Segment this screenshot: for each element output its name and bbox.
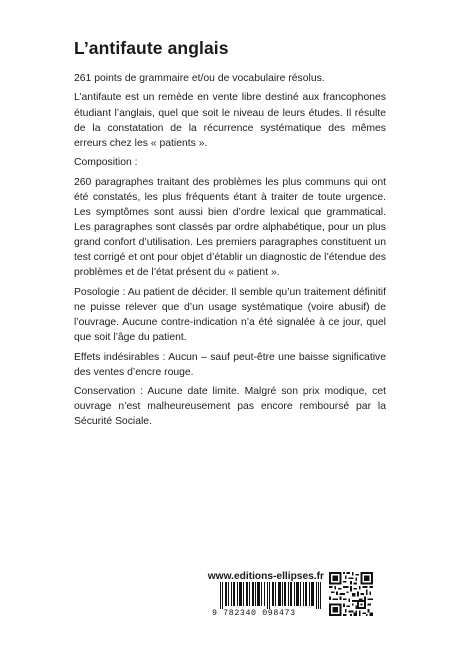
publisher-website[interactable]: www.editions-ellipses.fr <box>207 571 324 582</box>
posologie-paragraph: Posologie : Au patient de décider. Il semble qu’un traitement définitif ne puisse relever que d’un usage systématique (voire abusif) de l’ouvrage. Aucune contre-indication n’a été signalée à ce jour, quel que soit l’âge du patient. <box>74 286 386 344</box>
barcode-graphic <box>220 582 322 609</box>
tagline: 261 points de grammaire et/ou de vocabulaire résolus. <box>74 73 325 84</box>
isbn-barcode <box>212 582 322 620</box>
conservation-paragraph: Conservation : Aucune date limite. Malgré son prix modique, cet ouvrage n’est malheureusement pas encore remboursé par la Sécurité Sociale. <box>74 386 386 428</box>
composition-paragraph: 260 paragraphes traitant des problèmes les plus communs qui ont été constatés, les plus fréquents étant à traiter de toute urgence. Les symptômes sont aussi bien d’ordre lexical que grammatical. Les paragraphes sont classés par ordre alphabétique, pour un plus grand confort d’utilisation. Les premiers paragraphes constituent un test corrigé et ont pour objet d’établir un diagnostic de l’étendue des problèmes et de l’état présent du « patient ». <box>74 176 386 279</box>
composition-heading: Composition : <box>74 157 138 169</box>
book-title: L’antifaute anglais <box>74 38 229 58</box>
qr-code[interactable] <box>329 572 373 616</box>
intro-paragraph: L’antifaute est un remède en vente libre destiné aux francophones étudiant l’anglais, quel que soit le niveau de leurs études. Il résulte de la constatation de la récurrence systématique des mêmes erreurs chez les « patients ». <box>74 92 386 149</box>
isbn-number: 9 782340 098473 <box>212 609 296 618</box>
effets-paragraph: Effets indésirables : Aucun – sauf peut-être une baisse significative des ventes d’encre rouge. <box>74 351 386 378</box>
description-text <box>74 71 386 434</box>
